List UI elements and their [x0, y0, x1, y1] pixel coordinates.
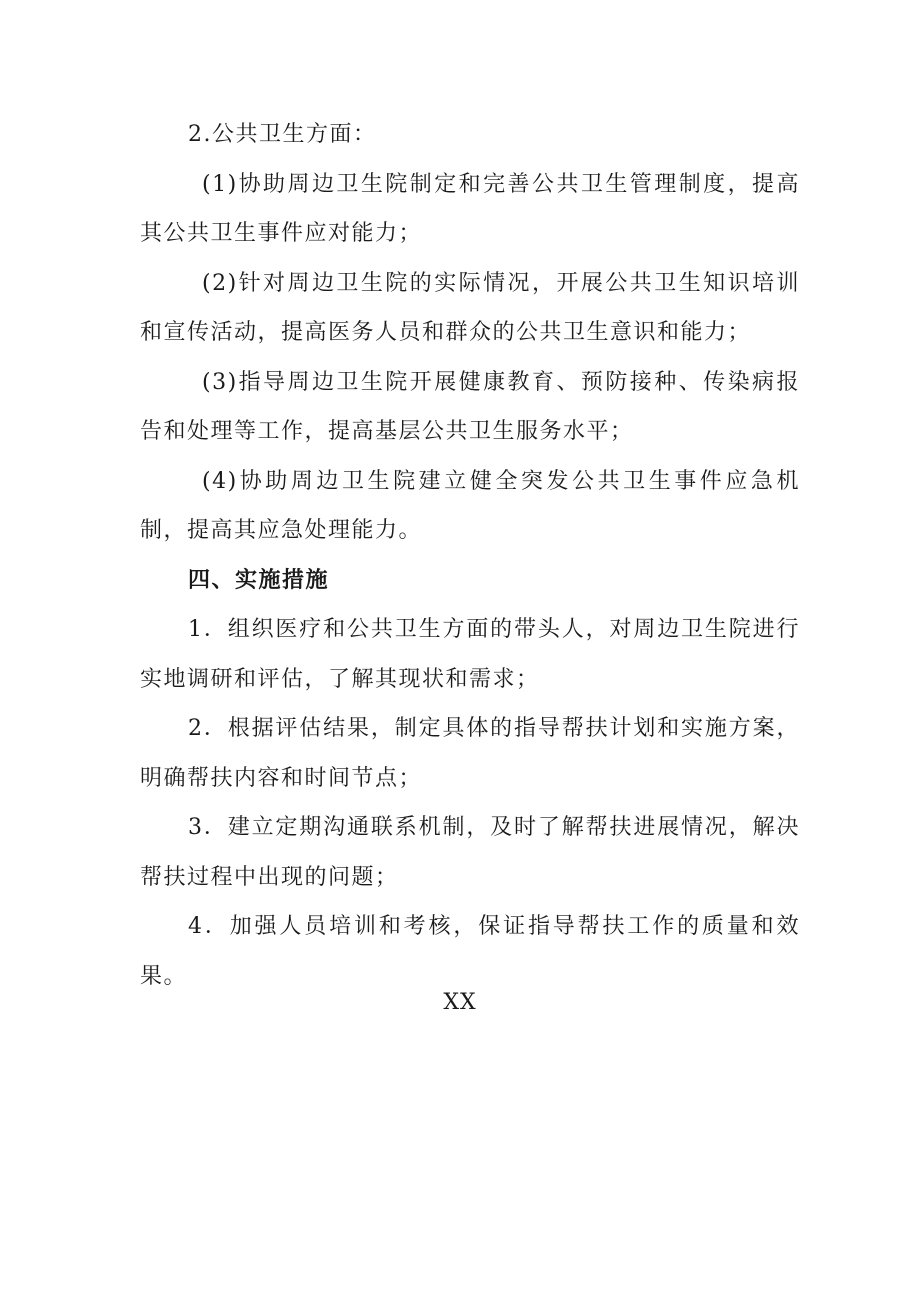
list-item: 3．建立定期沟通联系机制，及时了解帮扶进展情况，解决帮扶过程中出现的问题；	[140, 815, 800, 890]
list-item: (1)协助周边卫生院制定和完善公共卫生管理制度，提高其公共卫生事件应对能力；	[140, 171, 800, 246]
list-item: (2)针对周边卫生院的实际情况，开展公共卫生知识培训和宣传活动，提高医务人员和群众的公共卫生意识和能力；	[140, 270, 800, 345]
list-item: (4)协助周边卫生院建立健全突发公共卫生事件应急机制，提高其应急处理能力。	[140, 468, 800, 543]
list-item: 2．根据评估结果，制定具体的指导帮扶计划和实施方案，明确帮扶内容和时间节点；	[140, 716, 800, 791]
section-subheading-public-health: 2.公共卫生方面：	[188, 122, 377, 147]
page-footer-text: XX	[443, 990, 477, 1015]
list-item: 1．组织医疗和公共卫生方面的带头人，对周边卫生院进行实地调研和评估，了解其现状和需求；	[140, 617, 800, 692]
list-item: (3)指导周边卫生院开展健康教育、预防接种、传染病报告和处理等工作，提高基层公共卫生服务水平；	[140, 369, 800, 444]
section-heading-implementation: 四、实施措施	[188, 566, 330, 593]
document-body	[140, 110, 800, 1001]
list-item: 4．加强人员培训和考核，保证指导帮扶工作的质量和效果。	[140, 914, 800, 989]
